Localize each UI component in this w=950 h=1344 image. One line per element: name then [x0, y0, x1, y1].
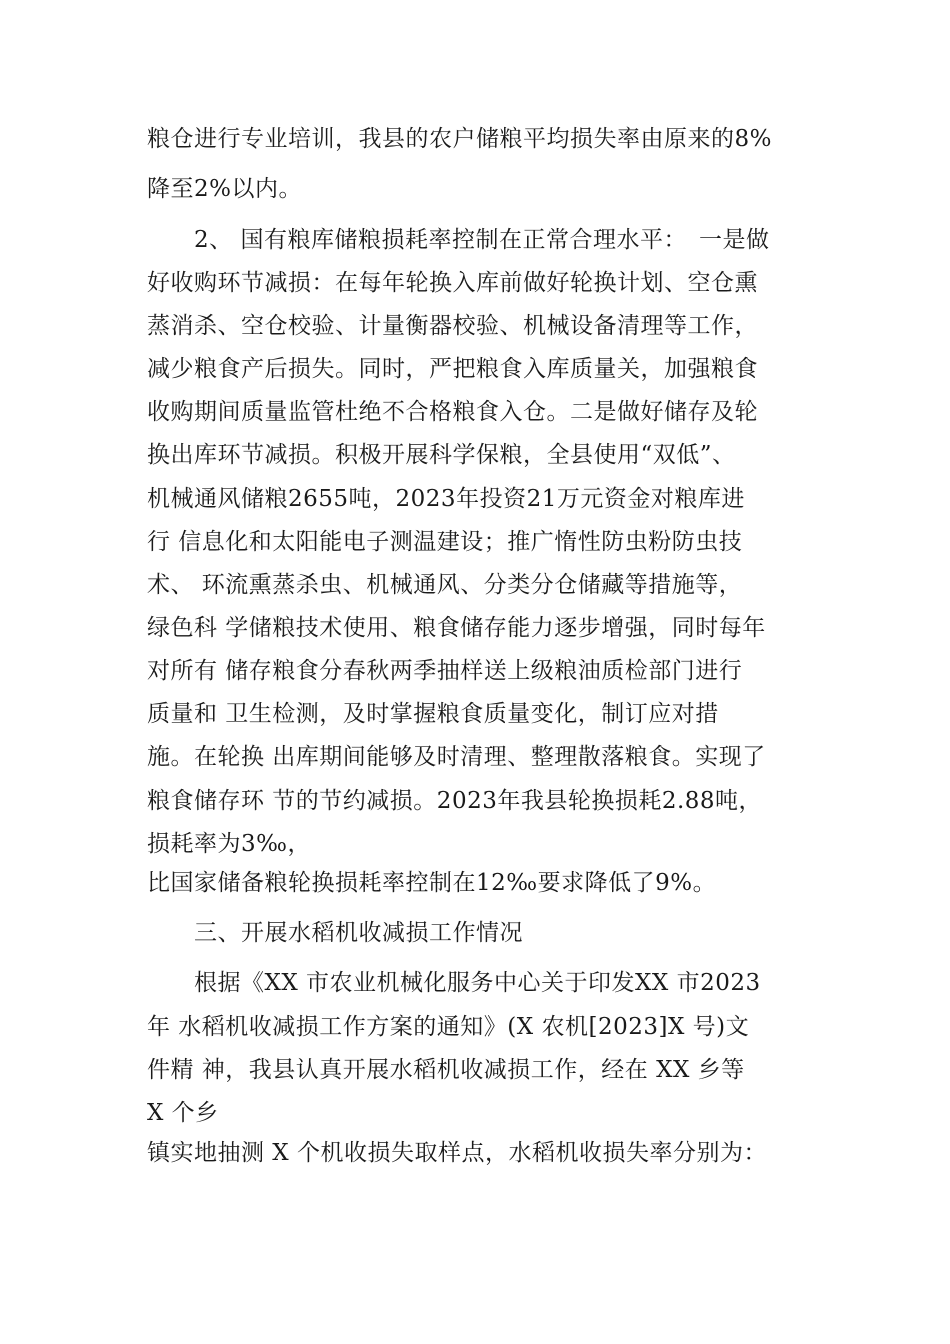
- text-line: 减少粮食产后损失。同时，严把粮食入库质量关，加强粮食: [147, 356, 758, 382]
- section-heading: 三、开展水稻机收减损工作情况: [147, 920, 523, 946]
- text-line: 根据《XX 市农业机械化服务中心关于印发XX 市2023: [147, 970, 761, 996]
- text-line: 蒸消杀、空仓校验、计量衡器校验、机械设备清理等工作，: [147, 313, 758, 339]
- text-line: 质量和 卫生检测，及时掌握粮食质量变化，制订应对措: [147, 701, 719, 727]
- text-line: 好收购环节减损：在每年轮换入库前做好轮换计划、空仓熏: [147, 270, 758, 296]
- text-line: 镇实地抽测 X 个机收损失取样点，水稻机收损失率分别为：: [147, 1140, 767, 1166]
- text-line: 比国家储备粮轮换损耗率控制在12‰要求降低了9%。: [147, 870, 717, 896]
- text-line: 收购期间质量监管杜绝不合格粮食入仓。二是做好储存及轮: [147, 399, 758, 425]
- text-line: 对所有 储存粮食分春秋两季抽样送上级粮油质检部门进行: [147, 658, 743, 684]
- text-line: 2、 国有粮库储粮损耗率控制在正常合理水平： 一是做: [147, 227, 770, 253]
- text-line: 件精 神，我县认真开展水稻机收减损工作，经在 XX 乡等: [147, 1057, 745, 1083]
- text-line: 年 水稻机收减损工作方案的通知》(X 农机[2023]X 号)文: [147, 1014, 750, 1040]
- text-line: 损耗率为3‰，: [147, 831, 311, 857]
- text-line: 施。在轮换 出库期间能够及时清理、整理散落粮食。实现了: [147, 744, 766, 770]
- text-line: 粮食储存环 节的节约减损。2023年我县轮换损耗2.88吨，: [147, 788, 763, 814]
- text-line: 绿色科 学储粮技术使用、粮食储存能力逐步增强，同时每年: [147, 615, 766, 641]
- text-line: 换出库环节减损。积极开展科学保粮，全县使用“双低”、: [147, 442, 736, 468]
- text-line: 术、 环流熏蒸杀虫、机械通风、分类分仓储藏等措施等，: [147, 572, 743, 598]
- text-line: 降至2%以内。: [147, 176, 302, 202]
- text-line: 粮仓进行专业培训，我县的农户储粮平均损失率由原来的8%: [147, 126, 772, 152]
- text-line: X 个乡: [147, 1100, 219, 1126]
- text-line: 行 信息化和太阳能电子测温建设；推广惰性防虫粉防虫技: [147, 529, 743, 555]
- text-line: 机械通风储粮2655吨，2023年投资21万元资金对粮库进: [147, 486, 745, 512]
